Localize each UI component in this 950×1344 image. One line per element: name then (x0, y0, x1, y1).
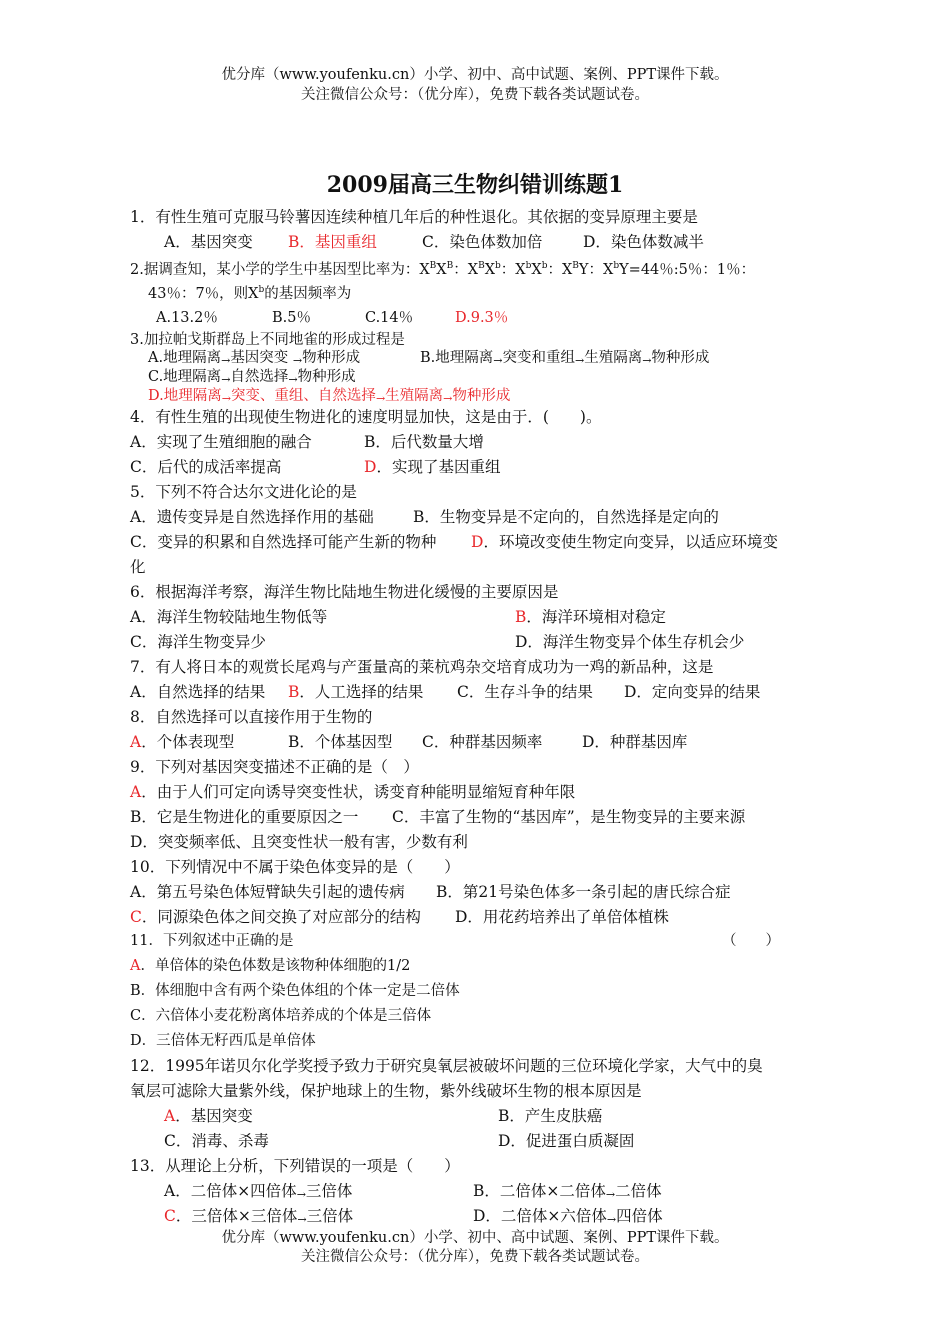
arrow-icon: → (288, 373, 298, 386)
q7-stem: 7．有人将日本的观赏长尾鸡与产蛋量高的莱杭鸡杂交培育成功为一鸡的新品种，这是 (130, 658, 714, 676)
q12-option-c: C．消毒、杀毒 (164, 1132, 269, 1150)
q7-option-b: B．人工选择的结果 (288, 683, 424, 701)
q3-option-a: A.地理隔离→基因突变 →物种形成 (148, 350, 361, 367)
q13-stem: 13．从理论上分析，下列错误的一项是（ ） (130, 1157, 460, 1175)
q8-option-a: A．个体表现型 (130, 733, 235, 751)
q11-option-b: B．体细胞中含有两个染色体组的个体一定是二倍体 (130, 983, 460, 999)
q13-option-c: C．三倍体×三倍体→三倍体 (164, 1207, 354, 1226)
q5-stem: 5．下列不符合达尔文进化论的是 (130, 483, 357, 501)
q5-option-d: D．环境改变使生物定向变异，以适应环境变 (471, 533, 778, 551)
q2-option-b: B.5％ (272, 310, 311, 326)
q9-option-c: C．丰富了生物的“基因库”，是生物变异的主要来源 (392, 808, 746, 826)
q3-option-b: B.地理隔离→突变和重组→生殖隔离→物种形成 (420, 350, 710, 367)
q3-option-d: D.地理隔离→突变、重组、自然选择→生殖隔离→物种形成 (148, 388, 511, 405)
q10-option-a: A．第五号染色体短臂缺失引起的遗传病 (130, 883, 405, 901)
footer-line-2: 关注微信公众号：（优分库），免费下载各类试题试卷。 (301, 1249, 649, 1265)
q5-option-b: B．生物变异是不定向的，自然选择是定向的 (413, 508, 719, 526)
q2-stem-line-1: 2.据调查知，某小学的学生中基因型比率为：$X^BX^B$：$X^BX^b$：$X^bX^b$：$X^BY$：$X^bY=44$％:5％：1％： (130, 261, 756, 278)
q6-option-c: C．海洋生物变异少 (130, 633, 266, 651)
q12-option-d: D．促进蛋白质凝固 (498, 1132, 635, 1150)
q5-option-d-continued: 化 (130, 558, 146, 576)
header-line-1: 优分库（www.youfenku.cn）小学、初中、高中试题、案例、PPT课件下载。 (221, 67, 729, 83)
q2-stem-line-2: 43％：7％，则$X^b$的基因频率为 (148, 285, 352, 302)
arrow-icon: → (493, 354, 503, 367)
arrow-icon: → (375, 392, 386, 405)
q5-option-c: C．变异的积累和自然选择可能产生新的物种 (130, 533, 437, 551)
q13-option-d: D．二倍体×六倍体→四倍体 (473, 1207, 663, 1226)
page-title: 2009届高三生物纠错训练题1 (326, 172, 624, 198)
q13-option-b: B．二倍体×二倍体→二倍体 (473, 1182, 662, 1201)
q1-option-b: B．基因重组 (288, 233, 377, 251)
q11-answer-paren: （ ） (722, 933, 780, 949)
arrow-icon: → (574, 354, 585, 367)
q5-option-a: A．遗传变异是自然选择作用的基础 (130, 508, 374, 526)
q12-stem-line-2: 氧层可滤除大量紫外线，保护地球上的生物，紫外线破坏生物的根本原因是 (130, 1082, 642, 1100)
q7-option-c: C．生存斗争的结果 (457, 683, 593, 701)
q8-stem: 8．自然选择可以直接作用于生物的 (130, 708, 373, 726)
q3-option-c: C.地理隔离→自然选择→物种形成 (148, 369, 356, 386)
header-line-2: 关注微信公众号：（优分库），免费下载各类试题试卷。 (301, 87, 649, 103)
q8-option-d: D．种群基因库 (582, 733, 688, 751)
q1-option-d: D．染色体数减半 (583, 233, 704, 251)
q11-stem: 11．下列叙述中正确的是 (130, 933, 294, 949)
q6-option-d: D．海洋生物变异个体生存机会少 (515, 633, 745, 651)
q7-option-d: D．定向变异的结果 (624, 683, 761, 701)
q4-stem: 4．有性生殖的出现使生物进化的速度明显加快，这是由于．( )。 (130, 408, 602, 426)
q4-option-b: B．后代数量大增 (364, 433, 484, 451)
arrow-icon: → (443, 392, 453, 405)
q2-option-c: C.14％ (365, 310, 414, 326)
q2-option-a: A.13.2％ (156, 310, 218, 326)
q1-stem: 1．有性生殖可克服马铃薯因连续种植几年后的种性退化。其依据的变异原理主要是 (130, 208, 698, 226)
q10-option-c: C．同源染色体之间交换了对应部分的结构 (130, 908, 421, 926)
q9-option-b: B．它是生物进化的重要原因之一 (130, 808, 359, 826)
q1-option-a: A．基因突变 (164, 233, 253, 251)
q4-option-a: A．实现了生殖细胞的融合 (130, 433, 312, 451)
q3-stem: 3.加拉帕戈斯群岛上不同地雀的形成过程是 (130, 332, 405, 348)
q10-stem: 10．下列情况中不属于染色体变异的是（ ） (130, 858, 460, 876)
arrow-icon: → (221, 373, 231, 386)
q13-option-a: A．二倍体×四倍体→三倍体 (164, 1182, 353, 1201)
footer-line-1: 优分库（www.youfenku.cn）小学、初中、高中试题、案例、PPT课件下载。 (221, 1230, 729, 1246)
q9-option-a: A．由于人们可定向诱导突变性状，诱变育种能明显缩短育种年限 (130, 783, 576, 801)
arrow-icon: → (297, 1213, 307, 1226)
arrow-icon: → (642, 354, 652, 367)
q11-option-d: D．三倍体无籽西瓜是单倍体 (130, 1033, 316, 1049)
q11-option-c: C．六倍体小麦花粉离体培养成的个体是三倍体 (130, 1008, 432, 1024)
q12-option-b: B．产生皮肤癌 (498, 1107, 603, 1125)
q9-option-d: D．突变频率低、且突变性状一般有害，少数有利 (130, 833, 468, 851)
q6-stem: 6．根据海洋考察，海洋生物比陆地生物进化缓慢的主要原因是 (130, 583, 559, 601)
q7-option-a: A．自然选择的结果 (130, 683, 266, 701)
q9-stem: 9．下列对基因突变描述不正确的是（ ） (130, 758, 419, 776)
q8-option-b: B．个体基因型 (288, 733, 393, 751)
q12-stem-line-1: 12．1995年诺贝尔化学奖授予致力于研究臭氧层被破坏问题的三位环境化学家，大气中的臭 (130, 1057, 763, 1075)
arrow-icon: → (605, 1188, 616, 1201)
arrow-icon: → (296, 1188, 306, 1201)
q1-option-c: C．染色体数加倍 (422, 233, 543, 251)
q6-option-b: B．海洋环境相对稳定 (515, 608, 666, 626)
q4-option-c: C．后代的成活率提高 (130, 458, 282, 476)
arrow-icon: → (221, 392, 231, 405)
q12-option-a: A．基因突变 (164, 1107, 253, 1125)
q4-option-d: D．实现了基因重组 (364, 458, 501, 476)
q6-option-a: A．海洋生物较陆地生物低等 (130, 608, 328, 626)
q10-option-d: D．用花药培养出了单倍体植株 (455, 908, 669, 926)
q11-option-a: A．单倍体的染色体数是该物种体细胞的1/2 (130, 958, 411, 974)
arrow-icon: → (221, 354, 231, 367)
arrow-icon: → (292, 354, 303, 367)
arrow-icon: → (606, 1213, 617, 1226)
q8-option-c: C．种群基因频率 (422, 733, 543, 751)
q10-option-b: B．第21号染色体多一条引起的唐氏综合症 (436, 883, 731, 901)
q2-option-d: D.9.3％ (455, 310, 509, 326)
